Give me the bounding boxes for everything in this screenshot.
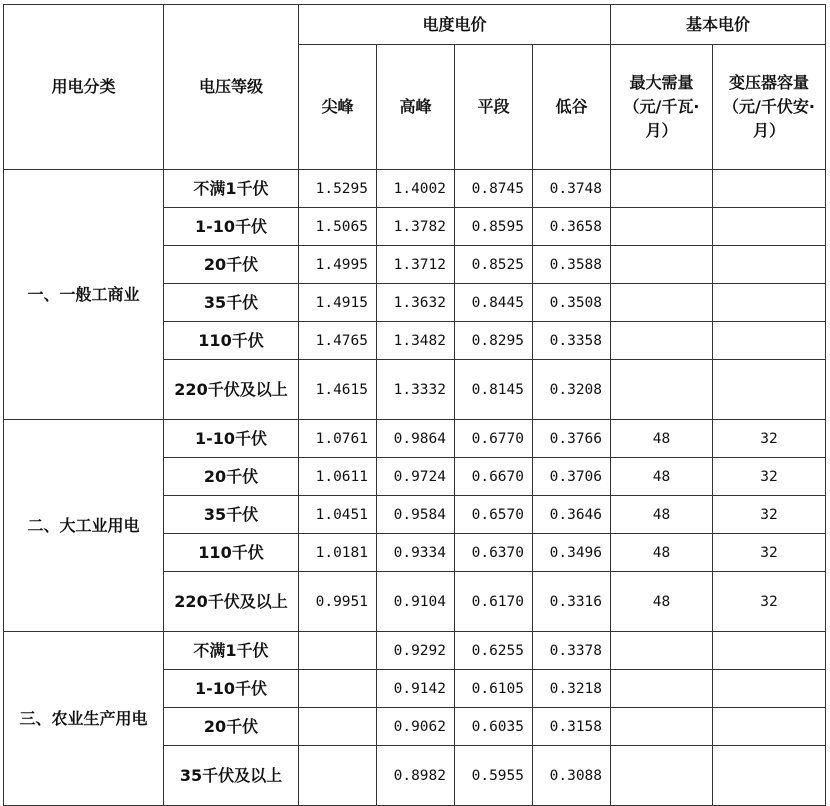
transformer-capacity-price-cell [713,208,826,246]
flat-price-cell: 0.8745 [455,170,533,208]
max-demand-price-cell: 48 [611,572,713,632]
category-cell: 二、大工业用电 [4,420,164,632]
flat-price-cell: 0.6370 [455,534,533,572]
peak-top-price-cell: 1.0761 [299,420,377,458]
electricity-price-table [3,4,826,806]
peak-top-price-cell: 0.9951 [299,572,377,632]
voltage-cell: 1-10千伏 [164,208,299,246]
max-demand-price-cell [611,670,713,708]
voltage-cell: 35千伏及以上 [164,746,299,806]
valley-price-cell: 0.3748 [533,170,611,208]
peak-price-cell: 0.9292 [377,632,455,670]
valley-price-cell: 0.3358 [533,322,611,360]
transformer-capacity-price-cell: 32 [713,534,826,572]
max-demand-price-cell [611,208,713,246]
valley-price-cell: 0.3588 [533,246,611,284]
voltage-cell: 不满1千伏 [164,632,299,670]
flat-price-cell: 0.6105 [455,670,533,708]
table-row [4,170,826,208]
max-demand-price-cell: 48 [611,496,713,534]
peak-price-cell: 1.3482 [377,322,455,360]
transformer-capacity-price-cell: 32 [713,420,826,458]
transformer-capacity-price-cell [713,746,826,806]
max-demand-price-cell [611,170,713,208]
flat-price-cell: 0.8145 [455,360,533,420]
peak-top-price-cell: 1.4915 [299,284,377,322]
voltage-cell: 220千伏及以上 [164,360,299,420]
transformer-capacity-price-cell [713,284,826,322]
peak-top-price-cell: 1.0181 [299,534,377,572]
flat-price-cell: 0.8595 [455,208,533,246]
peak-top-price-cell [299,670,377,708]
peak-top-price-cell [299,708,377,746]
peak-top-price-cell: 1.5065 [299,208,377,246]
peak-top-price-cell: 1.0611 [299,458,377,496]
flat-price-cell: 0.6035 [455,708,533,746]
peak-top-price-cell: 1.4765 [299,322,377,360]
flat-price-cell: 0.5955 [455,746,533,806]
max-demand-price-cell: 48 [611,458,713,496]
valley-price-cell: 0.3766 [533,420,611,458]
peak-price-cell: 0.9584 [377,496,455,534]
flat-price-cell: 0.6570 [455,496,533,534]
transformer-capacity-price-cell: 32 [713,496,826,534]
peak-price-cell: 0.9104 [377,572,455,632]
header-peak-top: 尖峰 [299,45,377,170]
table-row [4,632,826,670]
transformer-capacity-price-cell [713,322,826,360]
table-row [4,420,826,458]
header-category: 用电分类 [4,5,164,170]
valley-price-cell: 0.3378 [533,632,611,670]
header-peak: 高峰 [377,45,455,170]
max-demand-price-cell [611,246,713,284]
flat-price-cell: 0.6770 [455,420,533,458]
peak-price-cell: 1.3632 [377,284,455,322]
transformer-capacity-price-cell: 32 [713,458,826,496]
header-voltage: 电压等级 [164,5,299,170]
flat-price-cell: 0.6255 [455,632,533,670]
max-demand-price-cell [611,746,713,806]
valley-price-cell: 0.3658 [533,208,611,246]
transformer-capacity-price-cell [713,246,826,284]
header-transformer-capacity: 变压器容量（元/千伏安·月） [713,45,826,170]
peak-price-cell: 0.9724 [377,458,455,496]
valley-price-cell: 0.3218 [533,670,611,708]
voltage-cell: 35千伏 [164,496,299,534]
peak-top-price-cell [299,746,377,806]
max-demand-price-cell [611,322,713,360]
peak-price-cell: 0.9142 [377,670,455,708]
valley-price-cell: 0.3646 [533,496,611,534]
max-demand-price-cell: 48 [611,420,713,458]
transformer-capacity-price-cell [713,632,826,670]
valley-price-cell: 0.3208 [533,360,611,420]
valley-price-cell: 0.3706 [533,458,611,496]
category-cell: 一、一般工商业 [4,170,164,420]
transformer-capacity-price-cell [713,708,826,746]
valley-price-cell: 0.3088 [533,746,611,806]
peak-price-cell: 1.3332 [377,360,455,420]
max-demand-price-cell [611,708,713,746]
peak-top-price-cell [299,632,377,670]
flat-price-cell: 0.6670 [455,458,533,496]
flat-price-cell: 0.8295 [455,322,533,360]
max-demand-price-cell [611,360,713,420]
voltage-cell: 20千伏 [164,246,299,284]
voltage-cell: 1-10千伏 [164,420,299,458]
peak-top-price-cell: 1.5295 [299,170,377,208]
voltage-cell: 20千伏 [164,708,299,746]
voltage-cell: 110千伏 [164,322,299,360]
header-max-demand: 最大需量（元/千瓦·月） [611,45,713,170]
peak-top-price-cell: 1.0451 [299,496,377,534]
peak-price-cell: 0.9062 [377,708,455,746]
voltage-cell: 20千伏 [164,458,299,496]
voltage-cell: 110千伏 [164,534,299,572]
flat-price-cell: 0.8445 [455,284,533,322]
header-energy-price: 电度电价 [299,5,611,45]
header-flat: 平段 [455,45,533,170]
peak-price-cell: 1.4002 [377,170,455,208]
peak-price-cell: 0.9334 [377,534,455,572]
table-body [4,170,826,806]
voltage-cell: 1-10千伏 [164,670,299,708]
header-valley: 低谷 [533,45,611,170]
flat-price-cell: 0.6170 [455,572,533,632]
peak-top-price-cell: 1.4995 [299,246,377,284]
voltage-cell: 220千伏及以上 [164,572,299,632]
transformer-capacity-price-cell [713,670,826,708]
peak-price-cell: 1.3712 [377,246,455,284]
peak-top-price-cell: 1.4615 [299,360,377,420]
valley-price-cell: 0.3158 [533,708,611,746]
peak-price-cell: 0.9864 [377,420,455,458]
valley-price-cell: 0.3316 [533,572,611,632]
voltage-cell: 35千伏 [164,284,299,322]
peak-price-cell: 0.8982 [377,746,455,806]
flat-price-cell: 0.8525 [455,246,533,284]
voltage-cell: 不满1千伏 [164,170,299,208]
peak-price-cell: 1.3782 [377,208,455,246]
max-demand-price-cell [611,632,713,670]
valley-price-cell: 0.3508 [533,284,611,322]
transformer-capacity-price-cell [713,170,826,208]
max-demand-price-cell: 48 [611,534,713,572]
transformer-capacity-price-cell [713,360,826,420]
max-demand-price-cell [611,284,713,322]
category-cell: 三、农业生产用电 [4,632,164,806]
valley-price-cell: 0.3496 [533,534,611,572]
transformer-capacity-price-cell: 32 [713,572,826,632]
header-basic-price: 基本电价 [611,5,826,45]
